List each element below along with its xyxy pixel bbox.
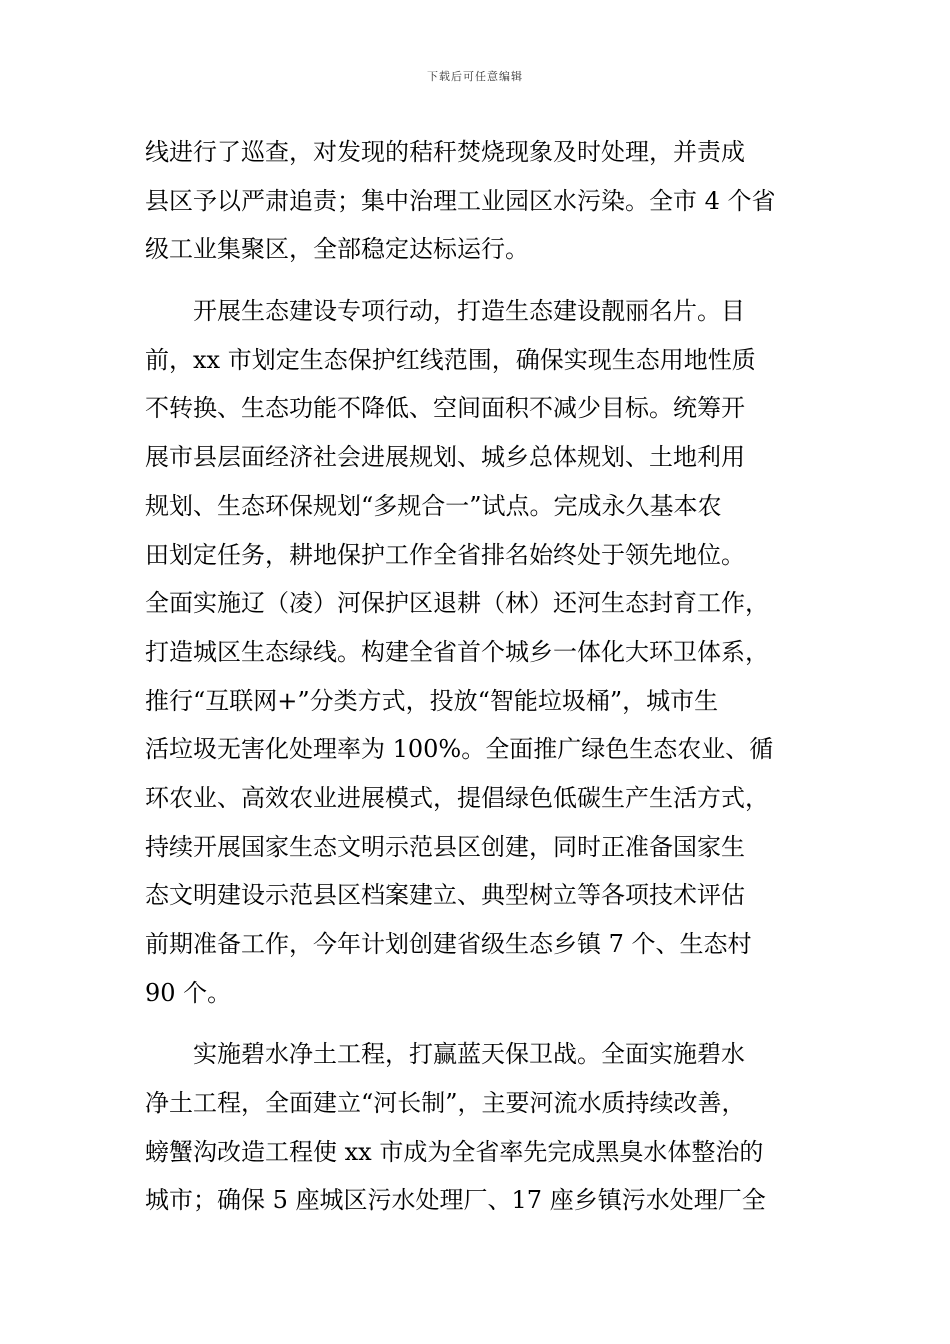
text-line: 螃蟹沟改造工程使 xx 市成为全省率先完成黑臭水体整治的 [145,1137,764,1166]
text-line: 全面实施辽（凌）河保护区退耕（林）还河生态封育工作， [145,589,769,618]
text-line: 活垃圾无害化处理率为 100%。全面推广绿色生态农业、循 [145,735,774,764]
text-line: 持续开展国家生态文明示范县区创建，同时正准备国家生 [145,832,745,861]
text-line: 规划、生态环保规划“多规合一”试点。完成永久基本农 [145,491,722,520]
text-line: 城市；确保 5 座城区污水处理厂、17 座乡镇污水处理厂全 [145,1186,766,1215]
text-line: 实施碧水净土工程，打赢蓝天保卫战。全面实施碧水 [193,1040,745,1069]
text-line: 线进行了巡查，对发现的秸秆焚烧现象及时处理，并责成 [145,138,745,166]
text-line: 县区予以严肃追责；集中治理工业园区水污染。全市 4 个省 [145,186,776,215]
text-line: 90 个。 [145,978,232,1007]
text-line: 展市县层面经济社会进展规划、城乡总体规划、土地利用 [145,443,745,472]
text-line: 净土工程，全面建立“河长制”，主要河流水质持续改善， [145,1089,746,1118]
paragraph-1 [145,128,810,274]
document-body [145,128,810,1225]
paragraph-2 [145,287,810,1017]
text-line: 不转换、生态功能不降低、空间面积不减少目标。统筹开 [145,394,745,423]
text-line: 打造城区生态绿线。构建全省首个城乡一体化大环卫体系， [145,637,769,666]
text-line: 推行“互联网+”分类方式，投放“智能垃圾桶”，城市生 [145,686,719,715]
text-line: 态文明建设示范县区档案建立、典型树立等各项技术评估 [145,881,745,910]
text-line: 环农业、高效农业进展模式，提倡绿色低碳生产生活方式， [145,783,769,812]
paragraph-3 [145,1030,810,1225]
text-line: 田划定任务，耕地保护工作全省排名始终处于领先地位。 [145,540,745,569]
header-note: 下载后可任意编辑 [427,70,523,83]
text-line: 前期准备工作，今年计划创建省级生态乡镇 7 个、生态村 [145,930,752,958]
text-line: 级工业集聚区，全部稳定达标运行。 [145,235,529,264]
text-line: 开展生态建设专项行动，打造生态建设靓丽名片。目 [193,297,745,326]
text-line: 前，xx 市划定生态保护红线范围，确保实现生态用地性质 [145,345,756,374]
